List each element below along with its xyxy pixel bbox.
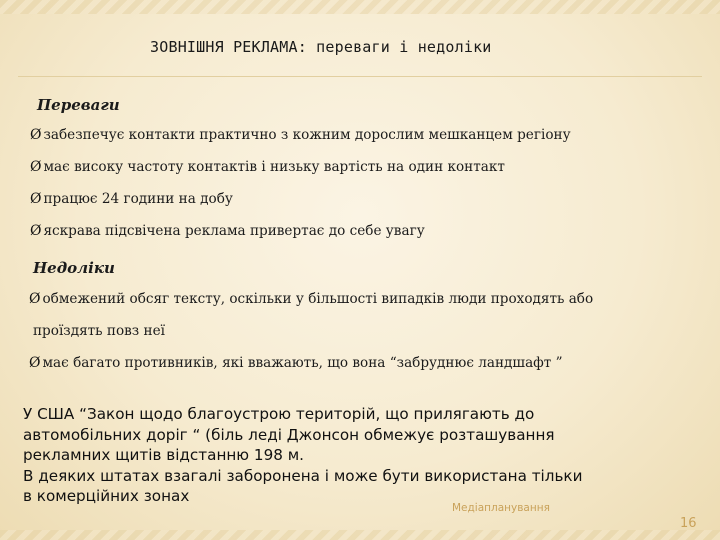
- advantage-item-text: забезпечує контакти практично з кожним дорослим мешканцем регіону: [43, 127, 571, 143]
- advantages-heading: Переваги: [37, 96, 120, 114]
- advantage-item: [30, 223, 425, 239]
- advantage-item-text: яскрава підсвічена реклама привертає до себе увагу: [43, 223, 425, 239]
- disadvantage-item-text: обмежений обсяг тексту, оскільки у більшості випадків люди проходять або: [42, 291, 594, 307]
- disadvantage-item: [29, 355, 563, 371]
- usa-law-note: [23, 404, 703, 507]
- advantage-item-text: має високу частоту контактів і низьку вартість на один контакт: [43, 159, 505, 175]
- page-number: 16: [680, 516, 697, 531]
- footer-label: Медіапланування: [452, 502, 550, 514]
- disadvantage-item-text: має багато противників, які вважають, що вона “забруднює ландшафт ”: [42, 355, 563, 371]
- advantage-item: [30, 191, 233, 207]
- note-line: У США “Закон щодо благоустрою територій, що прилягають до: [23, 405, 535, 423]
- top-decoration: [0, 0, 720, 14]
- bottom-decoration: [0, 530, 720, 540]
- arrow-bullet-icon: Ø: [30, 159, 42, 175]
- advantage-item: [30, 127, 571, 143]
- arrow-bullet-icon: Ø: [30, 127, 42, 143]
- disadvantage-item: [29, 291, 593, 307]
- note-line: В деяких штатах взагалі заборонена і може бути використана тільки: [23, 466, 583, 485]
- note-line: рекламних щитів відстанню 198 м.: [23, 446, 305, 464]
- note-line: автомобільних доріг “ (біль леді Джонсон обмежує розташування: [23, 425, 555, 444]
- slide-title: ЗОВНІШНЯ РЕКЛАМА: переваги і недоліки: [150, 38, 492, 56]
- note-line: в комерційних зонах: [23, 487, 190, 505]
- advantage-item: [30, 159, 505, 175]
- arrow-bullet-icon: Ø: [30, 191, 42, 207]
- disadvantage-item-continuation: проїздять повз неї: [33, 323, 165, 339]
- advantage-item-text: працює 24 години на добу: [43, 191, 233, 207]
- arrow-bullet-icon: Ø: [29, 291, 41, 307]
- title-divider: [18, 76, 702, 77]
- disadvantages-heading: Недоліки: [33, 259, 115, 277]
- arrow-bullet-icon: Ø: [30, 223, 42, 239]
- arrow-bullet-icon: Ø: [29, 355, 41, 371]
